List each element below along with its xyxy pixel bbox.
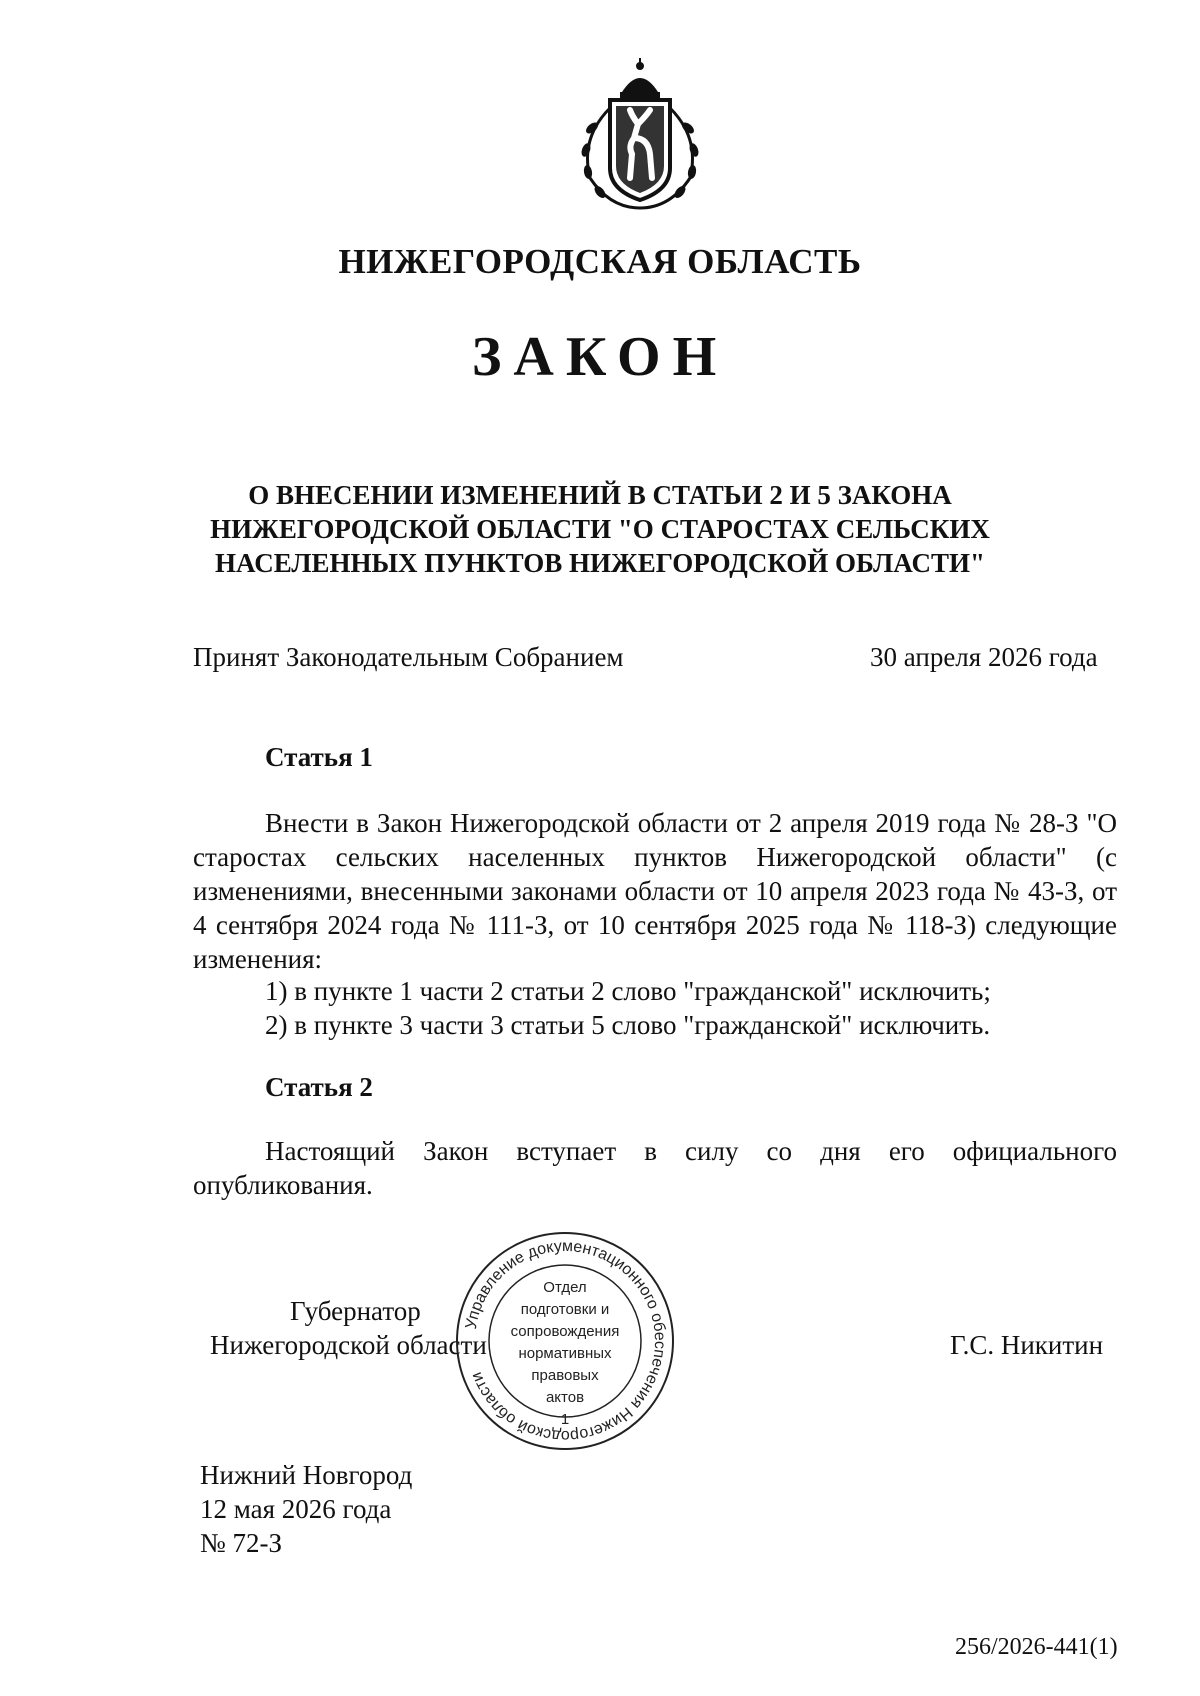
law-title-line: НАСЕЛЕННЫХ ПУНКТОВ НИЖЕГОРОДСКОЙ ОБЛАСТИ"	[215, 548, 985, 578]
document-code: 256/2026-441(1)	[955, 1634, 1118, 1660]
law-number: № 72-З	[200, 1528, 283, 1558]
region-heading: НИЖЕГОРОДСКАЯ ОБЛАСТЬ	[338, 242, 862, 281]
signing-place: Нижний Новгород	[200, 1460, 413, 1490]
stamp-line: сопровождения	[510, 1323, 620, 1340]
stamp-line: нормативных	[518, 1345, 612, 1362]
article-1-heading: Статья 1	[265, 742, 373, 772]
signatory-position: Губернатор	[290, 1296, 421, 1326]
signing-date: 12 мая 2026 года	[200, 1494, 392, 1524]
stamp-line: правовых	[531, 1367, 599, 1384]
signatory-name: Г.С. Никитин	[950, 1330, 1104, 1360]
law-title	[0, 478, 1200, 580]
article-2-paragraph: Настоящий Закон вступает в силу со дня его официального опубликования.	[193, 1136, 1117, 1200]
official-stamp	[450, 1226, 680, 1456]
adoption-label: Принят Законодательным Собранием	[193, 642, 624, 672]
stamp-number: 1	[560, 1411, 570, 1428]
stamp-line: актов	[545, 1389, 585, 1406]
law-title-line: НИЖЕГОРОДСКОЙ ОБЛАСТИ "О СТАРОСТАХ СЕЛЬСКИХ	[210, 514, 990, 544]
article-1-item: 2) в пункте 3 части 3 статьи 5 слово "гражданской" исключить.	[265, 1010, 991, 1040]
document-type-heading: ЗАКОН	[471, 326, 729, 388]
article-1-item: 1) в пункте 1 части 2 статьи 2 слово "гражданской" исключить;	[265, 976, 991, 1006]
article-2-heading: Статья 2	[265, 1072, 373, 1102]
stamp-line: подготовки и	[520, 1301, 610, 1318]
article-1-paragraph: Внести в Закон Нижегородской области от 2 апреля 2019 года № 28-З "О старостах сельских населенных пунктов Нижегородской области" (с изменениями, внесенными законами области от 10 апреля 2023 года № 43-З, от 4 сентября 2024 года № 111-З, от 10 сентября 2025 года № 118-З) следующие изменения:	[193, 808, 1117, 974]
stamp-line: Отдел	[543, 1279, 587, 1296]
adoption-date: 30 апреля 2026 года	[870, 642, 1098, 672]
coat-of-arms-icon	[560, 58, 720, 218]
law-title-line: О ВНЕСЕНИИ ИЗМЕНЕНИЙ В СТАТЬИ 2 И 5 ЗАКОНА	[248, 480, 952, 510]
signatory-region: Нижегородской области	[210, 1330, 487, 1360]
stamp-outer-text: Управление документационного обеспечения Нижегородской области	[462, 1237, 669, 1445]
